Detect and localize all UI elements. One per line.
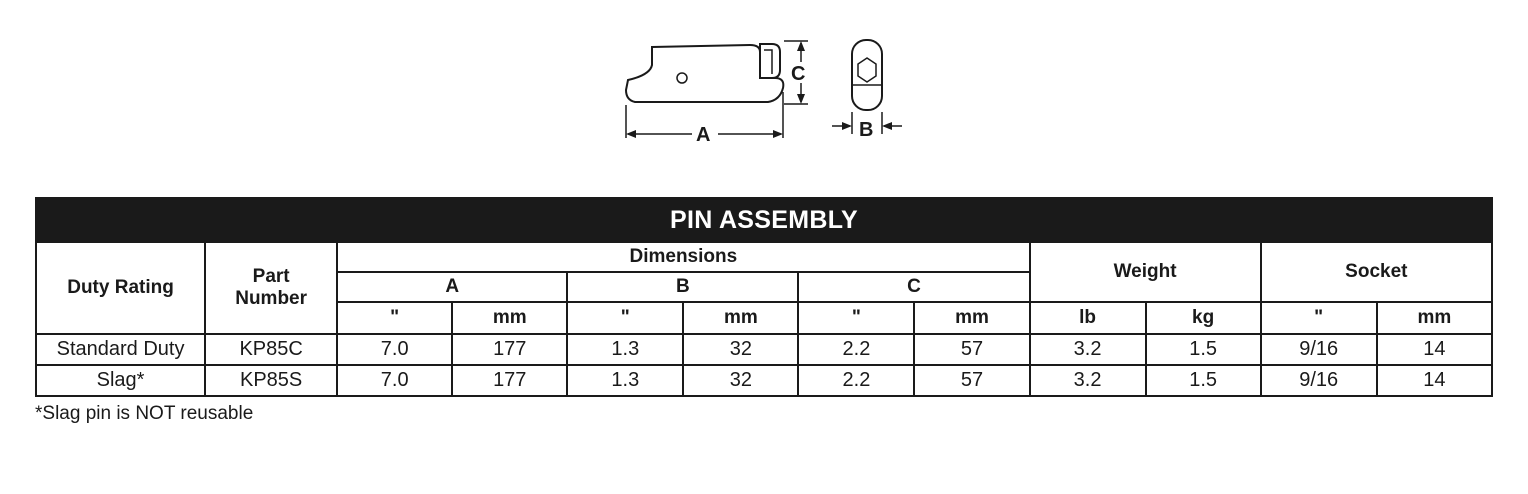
unit-header: " <box>798 302 914 334</box>
cell-part-number: KP85C <box>205 334 337 365</box>
cell-c-mm: 57 <box>914 365 1029 396</box>
dimension-c-label: C <box>791 63 806 85</box>
pin-drawing <box>600 30 920 150</box>
cell-duty-rating: Slag* <box>36 365 205 396</box>
unit-header: " <box>567 302 683 334</box>
pin-end-view <box>852 40 882 110</box>
cell-c-in: 2.2 <box>798 365 914 396</box>
footnote: *Slag pin is NOT reusable <box>35 403 254 424</box>
cell-weight-lb: 3.2 <box>1030 365 1146 396</box>
header-socket: Socket <box>1261 242 1492 302</box>
unit-header: mm <box>1377 302 1492 334</box>
unit-header: kg <box>1146 302 1261 334</box>
header-weight: Weight <box>1030 242 1261 302</box>
cell-duty-rating: Standard Duty <box>36 334 205 365</box>
cell-weight-lb: 3.2 <box>1030 334 1146 365</box>
unit-header: lb <box>1030 302 1146 334</box>
header-duty-rating: Duty Rating <box>36 242 205 334</box>
header-dimensions: Dimensions <box>337 242 1029 272</box>
cell-b-mm: 32 <box>683 365 798 396</box>
header-dim-c: C <box>798 272 1029 302</box>
cell-socket-in: 9/16 <box>1261 365 1377 396</box>
table-row <box>36 365 1492 396</box>
unit-header: " <box>1261 302 1377 334</box>
header-part-number: Part Number <box>205 242 337 334</box>
cell-weight-kg: 1.5 <box>1146 334 1261 365</box>
unit-header: mm <box>914 302 1029 334</box>
table-row <box>36 334 1492 365</box>
header-dim-a: A <box>337 272 567 302</box>
cell-a-mm: 177 <box>452 365 567 396</box>
cell-socket-in: 9/16 <box>1261 334 1377 365</box>
cell-b-mm: 32 <box>683 334 798 365</box>
cell-a-in: 7.0 <box>337 334 452 365</box>
pin-hole <box>677 73 687 83</box>
cell-b-in: 1.3 <box>567 365 683 396</box>
dimension-a-label: A <box>696 124 711 146</box>
unit-header: mm <box>683 302 798 334</box>
table-title: PIN ASSEMBLY <box>36 198 1492 242</box>
pin-head <box>760 44 780 78</box>
header-dim-b: B <box>567 272 798 302</box>
cell-weight-kg: 1.5 <box>1146 365 1261 396</box>
cell-socket-mm: 14 <box>1377 365 1492 396</box>
cell-c-mm: 57 <box>914 334 1029 365</box>
cell-b-in: 1.3 <box>567 334 683 365</box>
cell-a-in: 7.0 <box>337 365 452 396</box>
unit-header: mm <box>452 302 567 334</box>
cell-a-mm: 177 <box>452 334 567 365</box>
unit-header: " <box>337 302 452 334</box>
dimension-b-label: B <box>859 119 874 141</box>
pin-diagram <box>600 30 920 150</box>
pin-assembly-table <box>35 197 1493 397</box>
cell-part-number: KP85S <box>205 365 337 396</box>
cell-socket-mm: 14 <box>1377 334 1492 365</box>
cell-c-in: 2.2 <box>798 334 914 365</box>
